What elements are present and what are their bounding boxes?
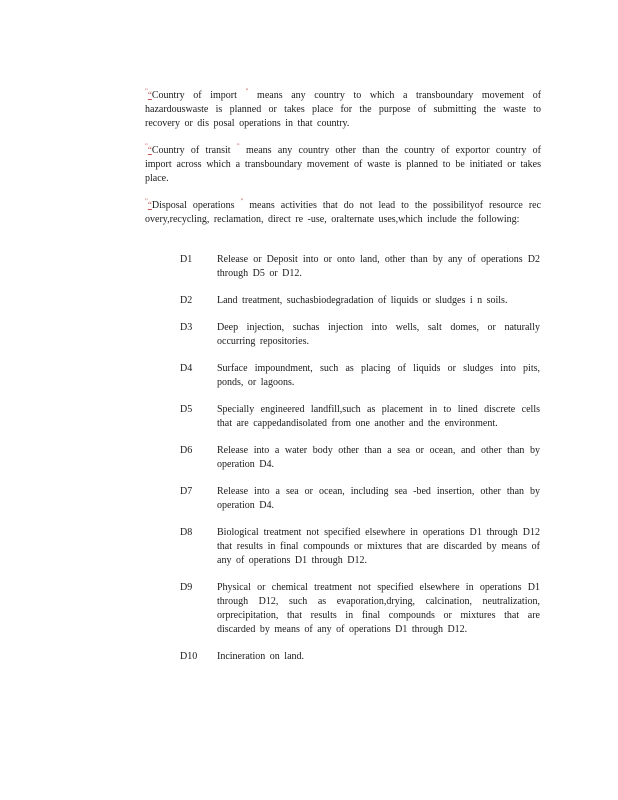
quote-mark: " — [245, 87, 249, 96]
quote-mark: " — [240, 197, 244, 206]
definition-country-of-transit — [145, 143, 541, 186]
operation-description: Surface impoundment, such as placing of liquids or sludges into pits, ponds, or lagoons. — [217, 363, 540, 388]
list-item — [180, 321, 540, 349]
operation-code: D6 — [180, 445, 193, 456]
operation-code: D4 — [180, 363, 193, 374]
list-item — [180, 650, 540, 664]
operation-code: D5 — [180, 404, 193, 415]
definition-text: means any country other than the country of exportor country of import across which a transboundary movement of waste is planned to be initiated or takes place. — [145, 145, 542, 184]
list-item — [180, 526, 540, 568]
operation-description: Release or Deposit into or onto land, other than by any of operations D2 through D5 or D12. — [217, 254, 540, 279]
definition-term: Disposal operations — [151, 200, 235, 211]
operation-code: D2 — [180, 295, 193, 306]
list-item — [180, 294, 540, 308]
list-item — [180, 485, 540, 513]
quote-mark: " — [145, 142, 148, 151]
operation-description: Incineration on land. — [217, 651, 305, 662]
quote-mark: " — [145, 87, 148, 96]
quote-mark: " — [145, 197, 148, 206]
definition-text: means any country to which a transboundary movement of hazardouswaste is planned or takes place for the purpose of submitting the waste to recovery or dis posal operations in that country. — [145, 90, 542, 129]
list-item — [180, 362, 540, 390]
disposal-operations-list — [180, 253, 540, 677]
operation-description: Specially engineered landfill,such as placement in to lined discrete cells that are cappedandisolated from one another and the environment. — [217, 404, 540, 429]
definition-country-of-import — [145, 88, 541, 131]
operation-description: Deep injection, suchas injection into wells, salt domes, or naturally occurring repositories. — [217, 322, 540, 347]
list-item — [180, 581, 540, 637]
quote-mark: “ — [147, 200, 152, 210]
operation-code: D9 — [180, 582, 193, 593]
definition-disposal-operations — [145, 198, 541, 227]
operation-description: Land treatment, suchasbiodegradation of liquids or sludges i n soils. — [217, 295, 508, 306]
operation-code: D7 — [180, 486, 193, 497]
operation-code: D3 — [180, 322, 193, 333]
quote-mark: “ — [147, 145, 152, 155]
list-item — [180, 253, 540, 281]
operation-description: Release into a sea or ocean, including sea -bed insertion, other than by operation D4. — [217, 486, 540, 511]
definition-term: Country of import — [151, 90, 237, 101]
definition-text: means activities that do not lead to the possibilityof resource rec overy,recycling, reclamation, direct re -use, oralternate uses,which include the following: — [145, 200, 542, 225]
operation-code: D10 — [180, 651, 198, 662]
list-item — [180, 403, 540, 431]
operation-description: Release into a water body other than a sea or ocean, and other than by operation D4. — [217, 445, 540, 470]
definition-term: Country of transit — [151, 145, 231, 156]
quote-mark: “ — [147, 90, 152, 100]
list-item — [180, 444, 540, 472]
operation-code: D1 — [180, 254, 193, 265]
operation-code: D8 — [180, 527, 193, 538]
operation-description: Biological treatment not specified elsewhere in operations D1 through D12 that results in final compounds or mixtures that are discarded by means of any of operations D1 through D12. — [217, 527, 540, 566]
quote-mark: " — [236, 142, 240, 151]
operation-description: Physical or chemical treatment not specified elsewhere in operations D1 through D12, such as evaporation,drying, calcination, neutralization, orprecipitation, that results in final compounds or mixtures that are discarded by means of any of operations D1 through D12. — [217, 582, 540, 635]
